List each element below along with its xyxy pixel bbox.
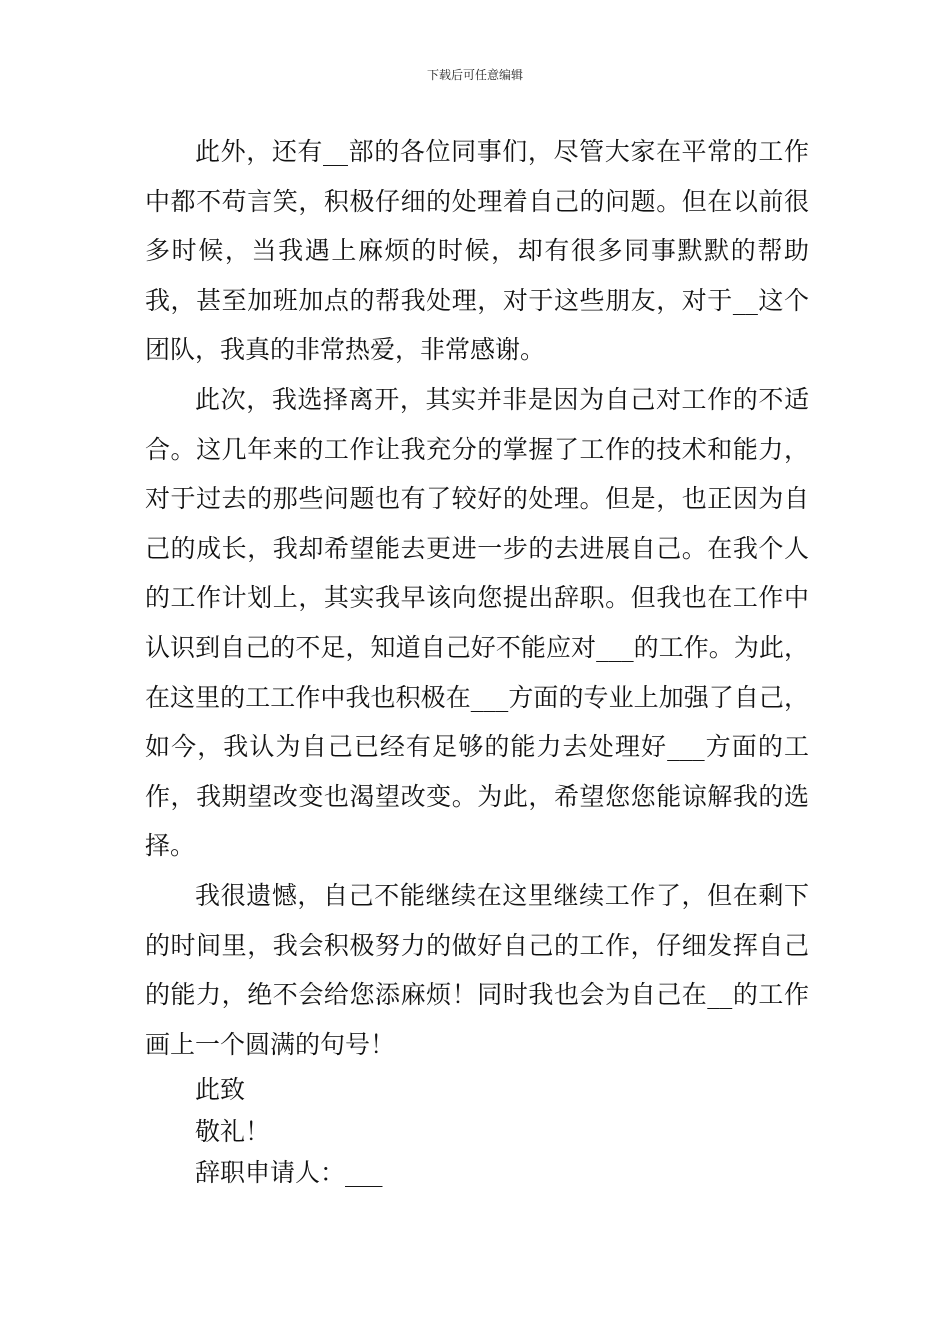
closing-salutation: 此致	[195, 1075, 246, 1105]
paragraph-colleagues: 此外，还有__部的各位同事们，尽管大家在平常的工作中都不苟言笑，积极仔细的处理着自己的问题。但在以前很多时候，当我遇上麻烦的时候，却有很多同事默默的帮助我，甚至加班加点的帮我处理，对于这些朋友，对于__这个团队，我真的非常热爱，非常感谢。	[145, 137, 809, 365]
document-body	[145, 127, 809, 1194]
closing-regards: 敬礼！	[195, 1116, 271, 1146]
paragraph-reason: 此次，我选择离开，其实并非是因为自己对工作的不适合。这几年来的工作让我充分的掌握了工作的技术和能力，对于过去的那些问题也有了较好的处理。但是，也正因为自己的成长，我却希望能去更进一步的去进展自己。在我个人的工作计划上，其实我早该向您提出辞职。但我也在工作中认识到自己的不足，知道自己好不能应对___的工作。为此，在这里的工工作中我也积极在___方面的专业上加强了自己，如今，我认为自己已经有足够的能力去处理好___方面的工作，我期望改变也渴望改变。为此，希望您您能谅解我的选择。	[145, 384, 809, 861]
signature-line: 辞职申请人：___	[195, 1158, 383, 1188]
page-header: 下载后可任意编辑	[426, 68, 523, 82]
paragraph-regret: 我很遗憾，自己不能继续在这里继续工作了，但在剩下的时间里，我会积极努力的做好自己的工作，仔细发挥自己的能力，绝不会给您添麻烦！同时我也会为自己在__的工作画上一个圆满的句号！	[145, 880, 809, 1059]
